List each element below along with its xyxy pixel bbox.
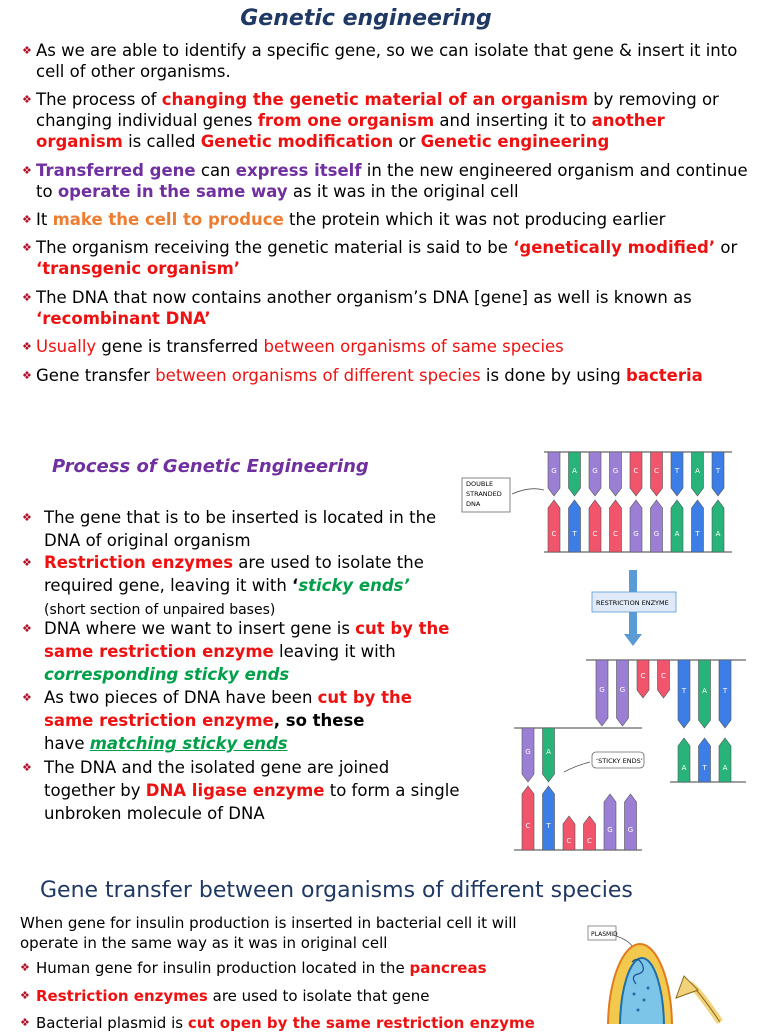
bullet-diamond-icon: ❖ bbox=[20, 961, 30, 974]
base-label: A bbox=[674, 530, 680, 538]
double-stranded-dna-label bbox=[462, 478, 510, 512]
bullet-diamond-icon: ❖ bbox=[22, 556, 32, 569]
intro-bullet-6: ❖ The DNA that now contains another organism’s DNA [gene] as well is known as ‘recombinant DNA’ bbox=[22, 288, 692, 328]
transfer-bullet-1: ❖ Human gene for insulin production located in the pancreas bbox=[20, 959, 487, 977]
base-label: T bbox=[702, 764, 707, 772]
base-A-2 bbox=[719, 738, 731, 782]
intro-bullet-2: ❖ The process of changing the genetic material of an organism by removing or changing individual genes from one organism and inserting it to another organism is called Genetic modification or Genetic engineering bbox=[22, 90, 719, 151]
svg-text:DOUBLE: DOUBLE bbox=[466, 480, 494, 488]
bullet-diamond-icon: ❖ bbox=[20, 1016, 30, 1029]
plasmid-label: PLASMID bbox=[591, 931, 618, 938]
base-label: G bbox=[592, 467, 598, 475]
base-G-5 bbox=[651, 500, 663, 552]
base-T-1 bbox=[543, 786, 555, 850]
bullet-diamond-icon: ❖ bbox=[22, 164, 32, 177]
process-bullet-2: ❖ Restriction enzymes are used to isolate the required gene, leaving it with ‘sticky ends’ (short section of unpaired bases) bbox=[22, 553, 424, 618]
label-arrow bbox=[512, 489, 544, 494]
bullet-diamond-icon: ❖ bbox=[22, 511, 32, 524]
base-label: T bbox=[546, 822, 551, 830]
double-stranded-dna bbox=[544, 452, 732, 552]
base-label: G bbox=[607, 826, 613, 834]
intro-bullet-8: ❖ Gene transfer between organisms of different species is done by using bacteria bbox=[22, 366, 703, 385]
intro-bullet-3: ❖ Transferred gene can express itself in the new engineered organism and continue to operate in the same way as it was in the original cell bbox=[22, 161, 748, 201]
base-label: T bbox=[681, 687, 687, 695]
bullet-diamond-icon: ❖ bbox=[22, 44, 32, 57]
base-label: T bbox=[715, 467, 721, 475]
bullet-diamond-icon: ❖ bbox=[22, 622, 32, 635]
process-bullet-4: ❖ As two pieces of DNA have been cut by the same restriction enzyme, so these have matching sticky ends bbox=[22, 688, 412, 753]
base-label: T bbox=[572, 530, 577, 538]
base-A-6 bbox=[671, 500, 683, 552]
base-label: C bbox=[551, 530, 557, 538]
arrow-icon bbox=[676, 976, 698, 998]
base-label: A bbox=[546, 748, 551, 756]
bullet-diamond-icon: ❖ bbox=[22, 291, 32, 304]
base-label: G bbox=[619, 686, 626, 694]
page-title: Genetic engineering bbox=[240, 6, 492, 31]
base-label: C bbox=[633, 467, 639, 475]
transfer-heading: Gene transfer between organisms of different species bbox=[40, 878, 633, 903]
base-G-4 bbox=[604, 794, 616, 850]
base-T-1 bbox=[699, 738, 711, 782]
plasmid-diagram bbox=[580, 918, 760, 1024]
bullet-diamond-icon: ❖ bbox=[22, 369, 32, 382]
base-C-2 bbox=[589, 500, 601, 552]
base-label: G bbox=[525, 748, 531, 756]
bullet-diamond-icon: ❖ bbox=[22, 213, 32, 226]
base-label: C bbox=[525, 822, 531, 830]
base-label: C bbox=[592, 530, 598, 538]
cut-dna-left bbox=[514, 728, 642, 850]
bullet-diamond-icon: ❖ bbox=[20, 989, 30, 1002]
base-label: C bbox=[661, 672, 666, 680]
base-label: C bbox=[613, 530, 618, 538]
transfer-intro: When gene for insulin production is inserted in bacterial cell it will operate in the same way as it was in original cell bbox=[20, 914, 517, 952]
intro-bullet-1: ❖ As we are able to identify a specific gene, so we can isolate that gene & insert it into cell of other organisms. bbox=[22, 41, 738, 81]
base-C-0 bbox=[522, 786, 534, 850]
base-label: T bbox=[695, 530, 700, 538]
base-label: A bbox=[572, 467, 577, 475]
svg-text:STRANDED: STRANDED bbox=[466, 490, 502, 498]
base-label: G bbox=[551, 467, 557, 475]
base-label: G bbox=[627, 826, 634, 834]
process-bullet-5: ❖ The DNA and the isolated gene are joined together by DNA ligase enzyme to form a single unbroken molecule of DNA bbox=[22, 758, 460, 823]
base-label: C bbox=[587, 837, 592, 845]
restriction-enzyme-diagram bbox=[460, 446, 760, 856]
label-arrow bbox=[564, 762, 590, 772]
intro-bullet-5: ❖ The organism receiving the genetic material is said to be ‘genetically modified’ or ‘transgenic organism’ bbox=[22, 238, 738, 278]
transfer-bullet-2: ❖ Restriction enzymes are used to isolate that gene bbox=[20, 987, 430, 1005]
bullet-diamond-icon: ❖ bbox=[22, 691, 32, 704]
intro-bullet-4: ❖ It make the cell to produce the protein which it was not producing earlier bbox=[22, 210, 666, 229]
base-label: A bbox=[702, 687, 707, 695]
svg-text:RESTRICTION ENZYME: RESTRICTION ENZYME bbox=[596, 599, 669, 607]
base-label: A bbox=[722, 764, 728, 772]
base-label: C bbox=[640, 672, 646, 680]
base-label: C bbox=[566, 837, 572, 845]
base-label: C bbox=[654, 467, 659, 475]
base-G-4 bbox=[630, 500, 642, 552]
restriction-enzyme-label bbox=[592, 592, 676, 612]
base-label: A bbox=[715, 530, 721, 538]
process-heading: Process of Genetic Engineering bbox=[52, 456, 369, 477]
transfer-bullet-3: ❖ Bacterial plasmid is cut open by the same restriction enzyme bbox=[20, 1014, 535, 1032]
base-label: T bbox=[722, 687, 728, 695]
base-C-0 bbox=[548, 500, 560, 552]
process-bullet-1: ❖ The gene that is to be inserted is located in the DNA of original organism bbox=[22, 508, 437, 550]
base-T-7 bbox=[692, 500, 704, 552]
bullet-diamond-icon: ❖ bbox=[22, 340, 32, 353]
base-label: G bbox=[612, 467, 619, 475]
base-T-1 bbox=[569, 500, 581, 552]
base-label: G bbox=[599, 686, 605, 694]
base-label: A bbox=[681, 764, 687, 772]
base-label: G bbox=[653, 530, 660, 538]
base-label: T bbox=[674, 467, 680, 475]
process-bullet-3: ❖ DNA where we want to insert gene is cut by the same restriction enzyme leaving it with corresponding sticky ends bbox=[22, 619, 450, 684]
bullet-diamond-icon: ❖ bbox=[22, 761, 32, 774]
svg-text:DNA: DNA bbox=[466, 500, 481, 508]
sticky-ends-label bbox=[592, 752, 644, 768]
svg-text:‘STICKY ENDS’: ‘STICKY ENDS’ bbox=[596, 757, 643, 765]
base-label: G bbox=[633, 530, 639, 538]
bullet-diamond-icon: ❖ bbox=[22, 93, 32, 106]
intro-bullet-7: ❖ Usually gene is transferred between organisms of same species bbox=[22, 337, 564, 356]
base-A-0 bbox=[678, 738, 690, 782]
bullet-diamond-icon: ❖ bbox=[22, 241, 32, 254]
base-G-5 bbox=[625, 794, 637, 850]
base-A-8 bbox=[712, 500, 724, 552]
base-label: A bbox=[695, 467, 700, 475]
base-C-3 bbox=[610, 500, 622, 552]
